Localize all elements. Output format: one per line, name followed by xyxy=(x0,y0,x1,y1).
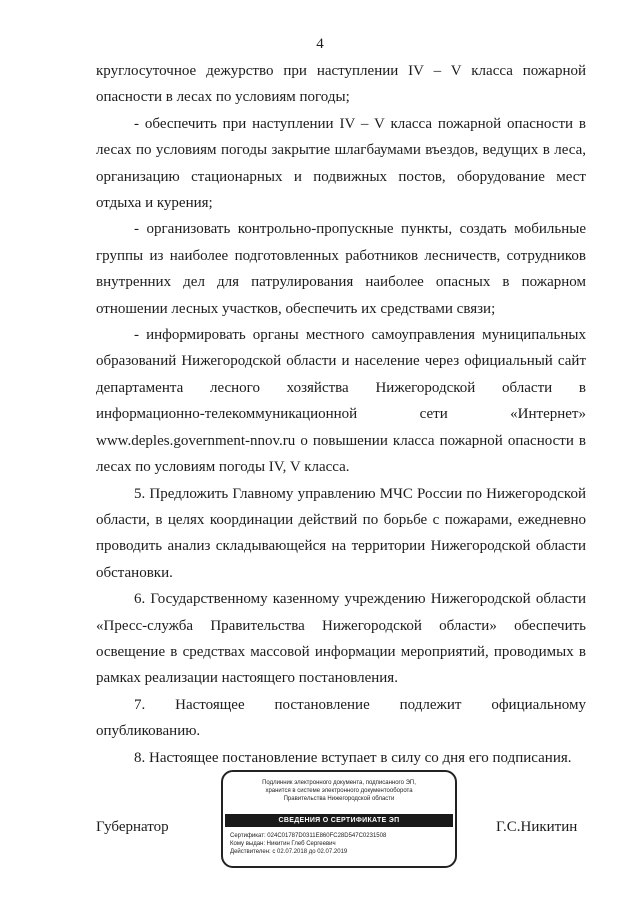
paragraph-duty: круглосуточное дежурство при наступлении IV – V класса пожарной опасности в лесах по условиям погоды; xyxy=(96,63,586,106)
network-word-1: информационно-телекоммуникационной xyxy=(96,406,358,423)
stamp-issued-to: Кому выдан: Никитин Глеб Сергеевич xyxy=(230,841,336,847)
stamp-header-line-1: Подлинник электронного документа, подписанного ЭП, xyxy=(262,780,416,786)
paragraph-barriers: - обеспечить при наступлении IV – V класса пожарной опасности в лесах по условиям погоды закрытие шлагбаумами въездов, ведущих в леса, организацию стационарных и подвижных постов, оборудование мест отдыха и курения; xyxy=(96,115,586,212)
paragraph-item-7: 7. Настоящее постановление подлежит официальному опубликованию. xyxy=(96,696,586,740)
paragraph-inform-network-line xyxy=(96,401,586,427)
stamp-header-line-2: хранится в системе электронного документооборота xyxy=(265,788,413,794)
network-word-2: сети xyxy=(419,406,448,423)
signatory-name: Г.С.Никитин xyxy=(496,819,578,835)
signatory-title: Губернатор xyxy=(96,819,169,835)
stamp-certificate-title: СВЕДЕНИЯ О СЕРТИФИКАТЕ ЭП xyxy=(225,814,453,827)
paragraph-item-6: 6. Государственному казенному учреждению Нижегородской области «Пресс-служба Правительства Нижегородской области» обеспечить освещение в средствах массовой информации мероприятий, проводимых в рамках реализации настоящего постановления. xyxy=(96,591,586,687)
paragraph-checkpoints: - организовать контрольно-пропускные пункты, создать мобильные группы из наиболее подготовленных работников лесничеств, сотрудников внутренних дел для патрулирования наиболее опасных в пожарном отношении лесных участков, обеспечить их средствами связи; xyxy=(96,221,586,317)
network-word-3: «Интернет» xyxy=(510,406,586,423)
paragraph-item-8: 8. Настоящее постановление вступает в силу со дня его подписания. xyxy=(134,749,572,766)
page-number: 4 xyxy=(316,36,324,52)
paragraph-inform-end: www.deples.government-nnov.ru о повышении класса пожарной опасности в лесах по условиям погоды IV, V класса. xyxy=(96,432,586,476)
paragraph-item-5: 5. Предложить Главному управлению МЧС России по Нижегородской области, в целях координации действий по борьбе с пожарами, ежедневно проводить анализ складывающейся на территории Нижегородской области обстановки. xyxy=(96,485,586,581)
stamp-validity: Действителен: с 02.07.2018 до 02.07.2019 xyxy=(230,849,348,855)
stamp-header xyxy=(229,779,449,803)
electronic-signature-stamp xyxy=(221,770,457,868)
stamp-header-line-3: Правительства Нижегородской области xyxy=(283,796,395,802)
stamp-details xyxy=(230,832,451,856)
paragraph-inform: - информировать органы местного самоуправления муниципальных образований Нижегородской области и население через официальный сайт департамента лесного хозяйства Нижегородской области в xyxy=(96,327,586,396)
document-body xyxy=(96,58,586,771)
stamp-certificate-number: Сертификат: 024C01787D0311E860FC28D547C0231508 xyxy=(230,833,387,839)
